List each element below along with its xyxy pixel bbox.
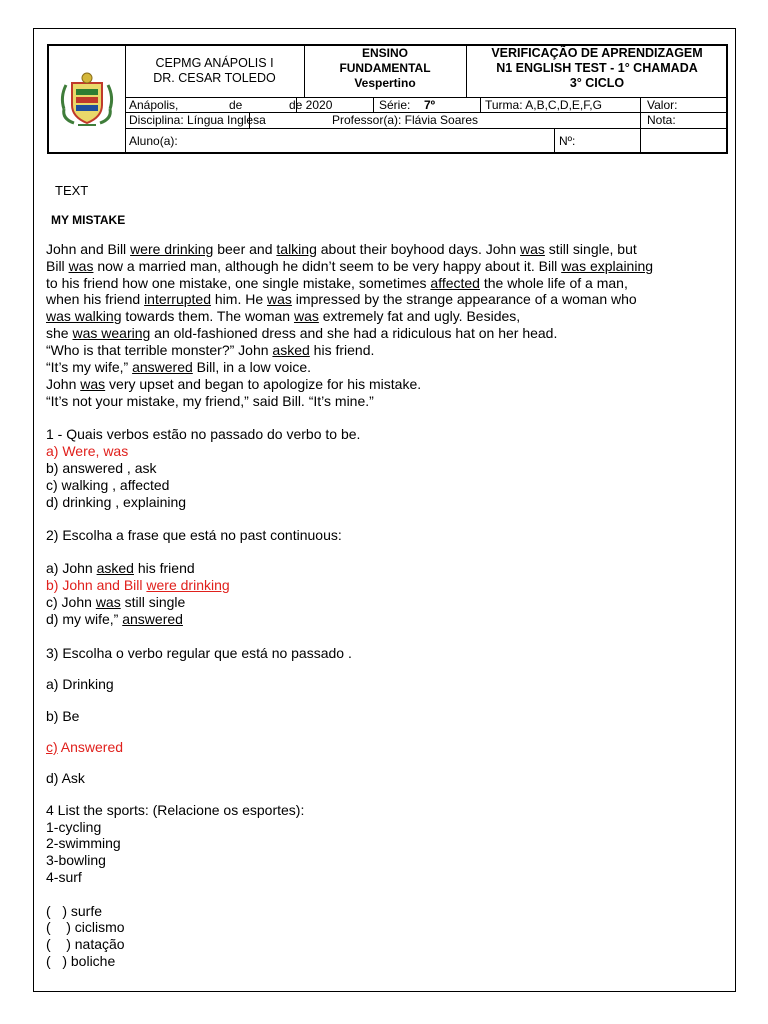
q2-option-d[interactable]: d) my wife,” answered bbox=[46, 611, 183, 627]
nota-label: Nota: bbox=[647, 113, 676, 127]
q3-option-d[interactable]: d) Ask bbox=[46, 770, 85, 786]
aluno-field[interactable]: Aluno(a): bbox=[129, 134, 178, 148]
story-line: she was wearing an old-fashioned dress and she had a ridiculous hat on her head. bbox=[46, 325, 558, 341]
sport-answer-blank[interactable]: ( ) natação bbox=[46, 936, 125, 952]
story-line: “It’s not your mistake, my friend,” said Bill. “It’s mine.” bbox=[46, 393, 374, 409]
turma-label: Turma: A,B,C,D,E,F,G bbox=[485, 98, 602, 112]
q1-option-c[interactable]: c) walking , affected bbox=[46, 477, 170, 493]
q2-option-a[interactable]: a) John asked his friend bbox=[46, 560, 195, 576]
story-line: was walking towards them. The woman was extremely fat and ugly. Besides, bbox=[46, 308, 521, 324]
serie-label: Série: bbox=[379, 98, 411, 112]
city-label: Anápolis, bbox=[129, 98, 179, 112]
professor-label: Professor(a): Flávia Soares bbox=[332, 113, 479, 127]
date-de-label: de bbox=[229, 98, 243, 112]
sport-answer-blank[interactable]: ( ) ciclismo bbox=[46, 919, 125, 935]
story-line: John and Bill were drinking beer and talking about their boyhood days. John was still single, but bbox=[46, 241, 637, 257]
question-1: 1 - Quais verbos estão no passado do verbo to be. bbox=[46, 426, 361, 442]
q3-option-c-answer[interactable]: c) Answered bbox=[46, 739, 124, 755]
q1-option-b[interactable]: b) answered , ask bbox=[46, 460, 157, 476]
question-4: 4 List the sports: (Relacione os esportes): bbox=[46, 802, 305, 818]
story-line: “Who is that terrible monster?” John asked his friend. bbox=[46, 342, 375, 358]
story-line: Bill was now a married man, although he didn’t seem to be very happy about it. Bill was explaining bbox=[46, 258, 654, 274]
q3-option-b[interactable]: b) Be bbox=[46, 708, 80, 724]
sport-list-item: 2-swimming bbox=[46, 835, 121, 851]
q1-option-a-answer[interactable]: a) Were, was bbox=[46, 443, 129, 459]
q2-option-c[interactable]: c) John was still single bbox=[46, 594, 186, 610]
story-line: when his friend interrupted him. He was impressed by the strange appearance of a woman who bbox=[46, 291, 637, 307]
school-logo bbox=[49, 46, 125, 154]
text-section-label: TEXT bbox=[55, 183, 89, 198]
story-title: MY MISTAKE bbox=[51, 213, 126, 227]
story-line: “It’s my wife,” answered Bill, in a low voice. bbox=[46, 359, 312, 375]
valor-label: Valor: bbox=[647, 98, 678, 112]
school-name: CEPMG ANÁPOLIS I DR. CESAR TOLEDO bbox=[153, 56, 276, 85]
exam-header-table bbox=[47, 44, 728, 154]
sport-list-item: 1-cycling bbox=[46, 819, 102, 835]
q2-option-b-answer[interactable]: b) John and Bill were drinking bbox=[46, 577, 230, 593]
sport-answer-blank[interactable]: ( ) boliche bbox=[46, 953, 116, 969]
q3-option-a[interactable]: a) Drinking bbox=[46, 676, 114, 692]
test-title: VERIFICAÇÃO DE APRENDIZAGEM N1 ENGLISH TEST - 1° CHAMADA 3° CICLO bbox=[491, 46, 703, 90]
sport-list-item: 4-surf bbox=[46, 869, 82, 885]
ensino-level: ENSINO FUNDAMENTAL Vespertino bbox=[339, 46, 431, 90]
school-crest-icon bbox=[56, 69, 118, 131]
disciplina-label: Disciplina: Língua Inglesa bbox=[129, 113, 266, 127]
numero-field[interactable]: Nº: bbox=[559, 134, 576, 148]
sport-list-item: 3-bowling bbox=[46, 852, 106, 868]
sport-answer-blank[interactable]: ( ) surfe bbox=[46, 903, 103, 919]
story-line: to his friend how one mistake, one single mistake, sometimes affected the whole life of a man, bbox=[46, 275, 628, 291]
question-2: 2) Escolha a frase que está no past continuous: bbox=[46, 527, 342, 543]
q1-option-d[interactable]: d) drinking , explaining bbox=[46, 494, 187, 510]
year-label: de 2020 bbox=[289, 98, 333, 112]
story-line: John was very upset and began to apologize for his mistake. bbox=[46, 376, 422, 392]
question-3: 3) Escolha o verbo regular que está no passado . bbox=[46, 645, 352, 661]
serie-value: 7º bbox=[424, 98, 436, 112]
